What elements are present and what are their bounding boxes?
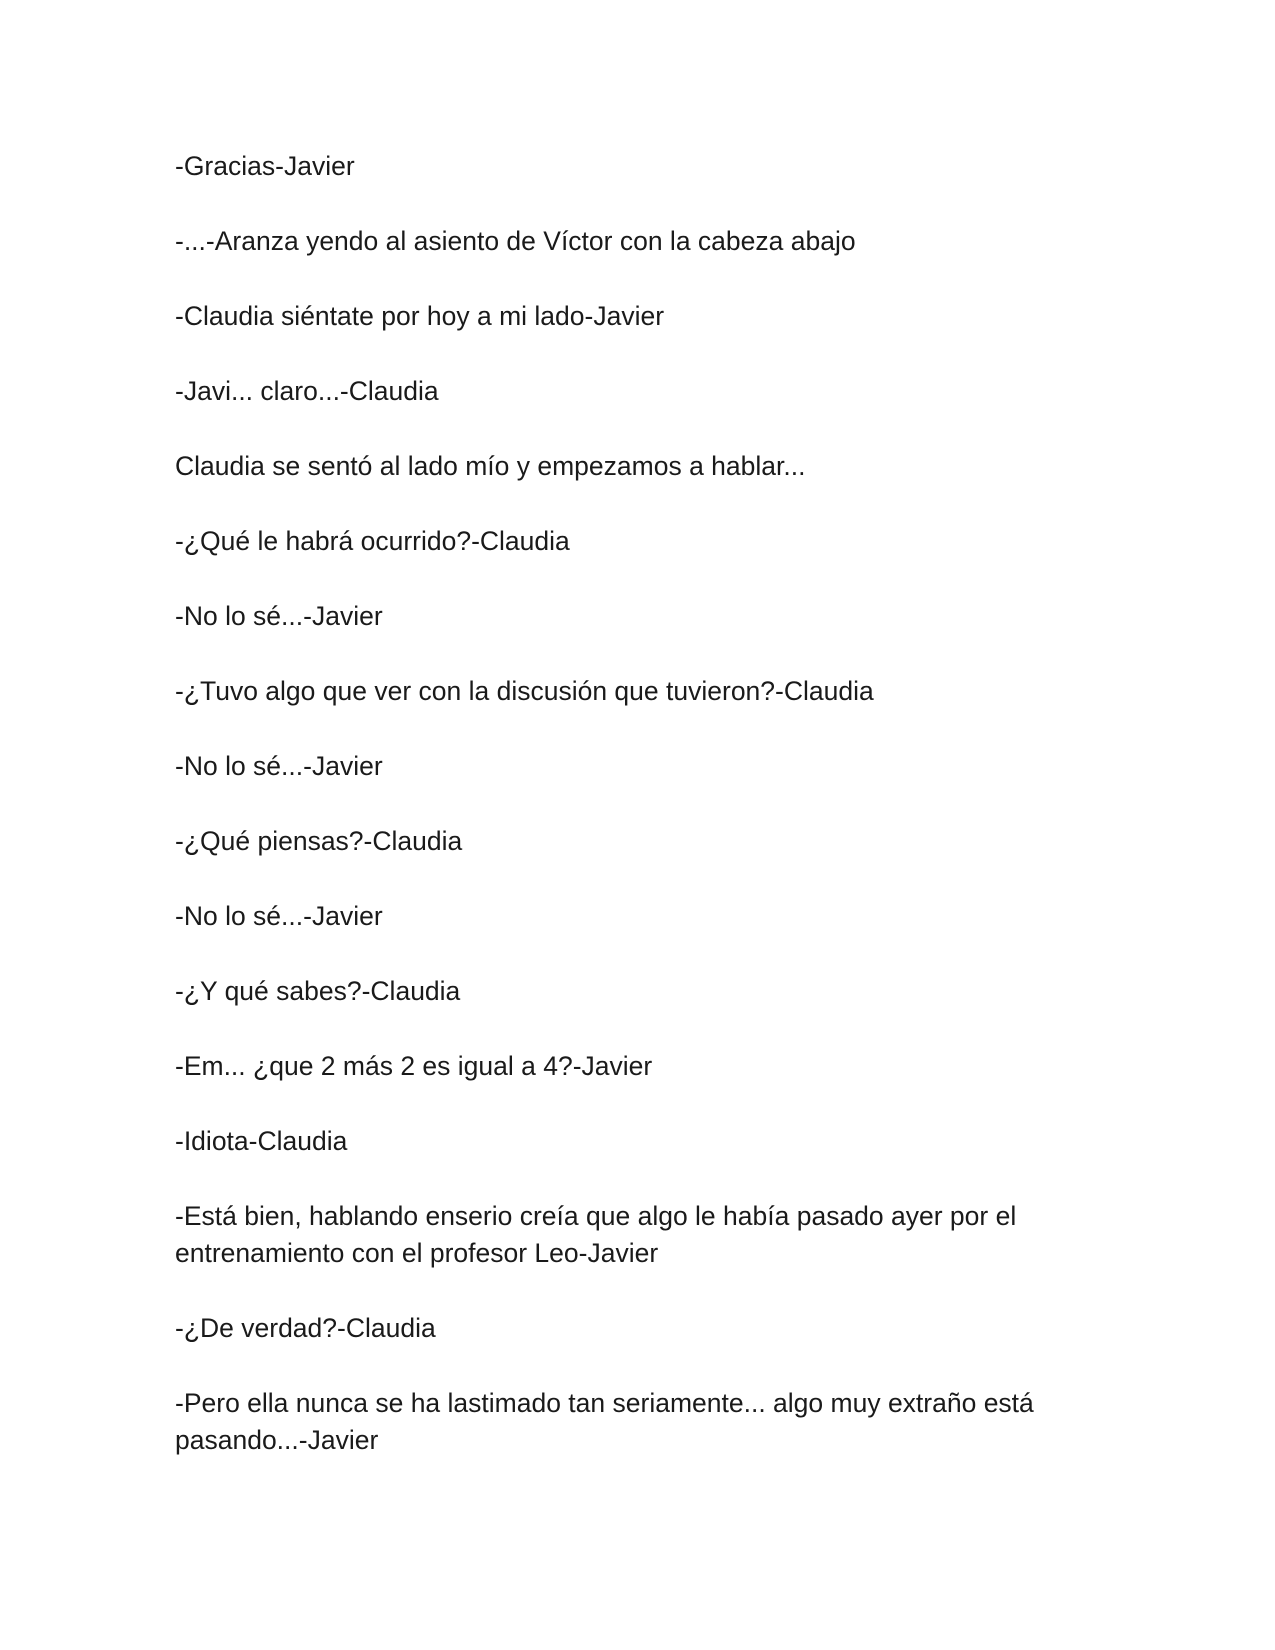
paragraph: -¿Qué piensas?-Claudia [175, 826, 463, 856]
paragraph: -Pero ella nunca se ha lastimado tan seriamente... algo muy extraño está pasando...-Javier [175, 1388, 1034, 1455]
paragraph: -Está bien, hablando enserio creía que algo le había pasado ayer por el entrenamiento con el profesor Leo-Javier [175, 1201, 1017, 1268]
paragraph: Claudia se sentó al lado mío y empezamos a hablar... [175, 451, 806, 481]
paragraph: -¿Qué le habrá ocurrido?-Claudia [175, 526, 570, 556]
paragraph: -Javi... claro...-Claudia [175, 376, 439, 406]
paragraph: -No lo sé...-Javier [175, 601, 383, 631]
paragraph: -¿De verdad?-Claudia [175, 1313, 436, 1343]
paragraph: -No lo sé...-Javier [175, 751, 383, 781]
paragraph: -No lo sé...-Javier [175, 901, 383, 931]
paragraph: -¿Tuvo algo que ver con la discusión que tuvieron?-Claudia [175, 676, 874, 706]
paragraph: -Idiota-Claudia [175, 1126, 348, 1156]
paragraph: -Em... ¿que 2 más 2 es igual a 4?-Javier [175, 1051, 653, 1081]
paragraph: -Gracias-Javier [175, 151, 355, 181]
paragraph: -Claudia siéntate por hoy a mi lado-Javier [175, 301, 665, 331]
document-body [175, 148, 1095, 1497]
paragraph: -...-Aranza yendo al asiento de Víctor con la cabeza abajo [175, 226, 856, 256]
paragraph: -¿Y qué sabes?-Claudia [175, 976, 461, 1006]
